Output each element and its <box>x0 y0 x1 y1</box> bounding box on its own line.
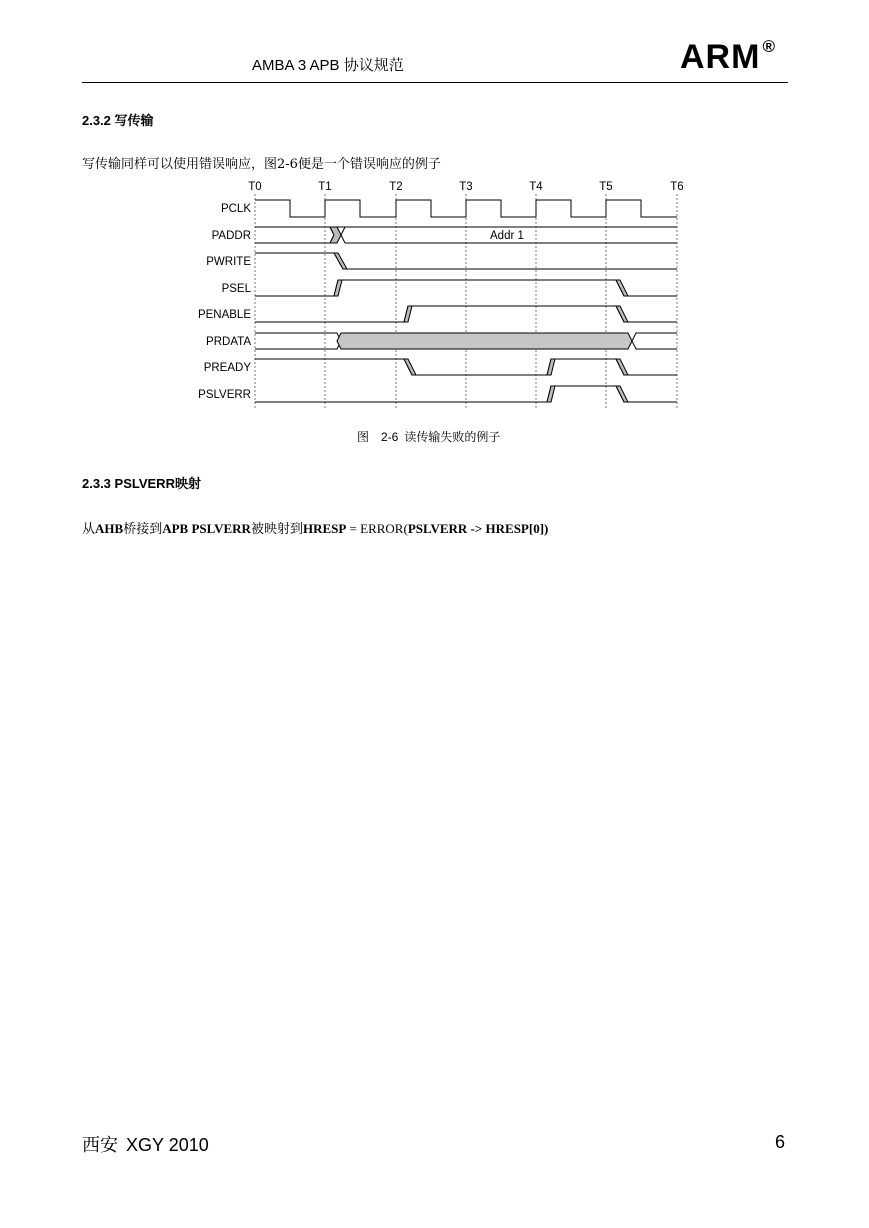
p2-hresp: HRESP <box>302 521 347 536</box>
signal-label-pwrite: PWRITE <box>206 256 251 268</box>
time-label-t6: T6 <box>670 181 684 193</box>
registered-mark: ® <box>762 36 776 56</box>
figure-caption <box>357 428 500 445</box>
pclk-waveform <box>255 200 677 217</box>
page-number: 6 <box>775 1132 786 1152</box>
signal-label-psel: PSEL <box>221 283 251 295</box>
time-label-t3: T3 <box>459 181 473 193</box>
p2-map: PSLVERR -> HRESP[0]) <box>407 521 549 536</box>
section-heading-2-3-2: 2.3.2 写传输 <box>82 113 154 128</box>
header-rule <box>82 82 788 83</box>
section-heading-2-3-3: 2.3.3 PSLVERR映射 <box>82 476 201 491</box>
p2-apb: APB PSLVERR <box>162 521 251 536</box>
time-label-t1: T1 <box>318 181 332 193</box>
header-title: AMBA 3 APB 协议规范 <box>252 57 404 74</box>
paddr-value-label: Addr 1 <box>490 230 524 242</box>
signal-label-prdata: PRDATA <box>206 336 251 348</box>
signal-label-paddr: PADDR <box>211 230 251 242</box>
footer-code: XGY 2010 <box>126 1135 209 1155</box>
signal-label-pslverr: PSLVERR <box>198 389 251 401</box>
time-label-t2: T2 <box>389 181 403 193</box>
caption-text: 读传输失败的例子 <box>404 430 501 444</box>
p2-part2: 桥接到 <box>123 521 163 536</box>
p2-eq: = ERROR( <box>346 521 408 536</box>
signal-label-pclk: PCLK <box>220 203 251 215</box>
caption-prefix: 图 <box>357 430 370 444</box>
time-label-t5: T5 <box>599 181 613 193</box>
signal-label-pready: PREADY <box>203 362 251 374</box>
p2-part1: 从 <box>82 521 96 536</box>
section-paragraph-2-3-2: 写传输同样可以使用错误响应，图2-6便是一个错误响应的例子 <box>82 157 441 172</box>
footer-location: 西安 <box>82 1135 118 1156</box>
arm-logo-text: ARM <box>680 38 761 76</box>
signal-labels <box>198 203 252 401</box>
p2-part3: 被映射到 <box>250 521 303 536</box>
time-labels <box>248 181 683 193</box>
time-label-t0: T0 <box>248 181 262 193</box>
caption-number: 2-6 <box>381 430 399 444</box>
p2-ahb: AHB <box>95 521 124 536</box>
prdata-waveform <box>255 333 677 349</box>
footer-left <box>82 1131 209 1157</box>
arm-logo <box>680 38 776 77</box>
timing-diagram <box>190 176 690 416</box>
clock-guide-lines <box>255 194 677 410</box>
signal-label-penable: PENABLE <box>197 309 251 321</box>
time-label-t4: T4 <box>529 181 543 193</box>
section-paragraph-2-3-3 <box>82 518 548 537</box>
